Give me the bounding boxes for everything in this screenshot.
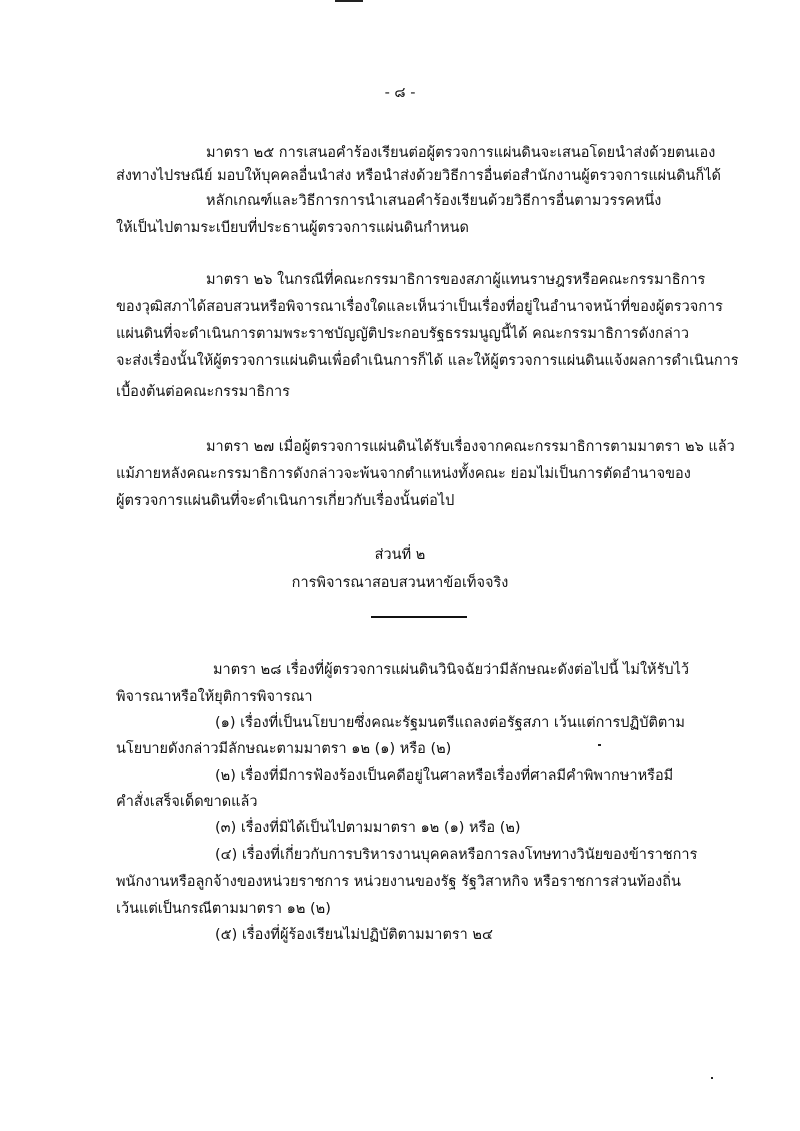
- s27-line-1: มาตรา ๒๗ เมื่อผู้ตรวจการแผ่นดินได้รับเรื่องจากคณะกรรมาธิการตามมาตรา ๒๖ แล้ว: [206, 439, 735, 455]
- part-heading-rule: [371, 616, 467, 618]
- s28-item-3: (๓) เรื่องที่มิได้เป็นไปตามมาตรา ๑๒ (๑) หรือ (๒): [215, 820, 521, 836]
- s28-item-4-line-1: (๔) เรื่องที่เกี่ยวกับการบริหารงานบุคคลหรือการลงโทษทางวินัยของข้าราชการ: [215, 847, 698, 863]
- s26-line-1: มาตรา ๒๖ ในกรณีที่คณะกรรมาธิการของสภาผู้แทนราษฎรหรือคณะกรรมาธิการ: [206, 272, 706, 288]
- s25-line-3: หลักเกณฑ์และวิธีการการนำเสนอคำร้องเรียนด้วยวิธีการอื่นตามวรรคหนึ่ง: [206, 193, 662, 209]
- s26-line-5: เบื้องต้นต่อคณะกรรมาธิการ: [116, 384, 290, 400]
- s25-line-4: ให้เป็นไปตามระเบียบที่ประธานผู้ตรวจการแผ่นดินกำหนด: [116, 220, 469, 236]
- s28-item-4-line-2: พนักงานหรือลูกจ้างของหน่วยราชการ หน่วยงานของรัฐ รัฐวิสาหกิจ หรือราชการส่วนท้องถิ่น: [116, 874, 681, 890]
- part-title: การพิจารณาสอบสวนหาข้อเท็จจริง: [291, 575, 509, 591]
- s28-line-1: มาตรา ๒๘ เรื่องที่ผู้ตรวจการแผ่นดินวินิจฉัยว่ามีลักษณะดังต่อไปนี้ ไม่ให้รับไว้: [213, 662, 690, 678]
- s26-line-4: จะส่งเรื่องนั้นให้ผู้ตรวจการแผ่นดินเพื่อดำเนินการก็ได้ และให้ผู้ตรวจการแผ่นดินแจ้งผลการดำเนินการ: [116, 353, 739, 369]
- s28-item-1-line-1: (๑) เรื่องที่เป็นนโยบายซึ่งคณะรัฐมนตรีแถลงต่อรัฐสภา เว้นแต่การปฏิบัติตาม: [215, 715, 685, 731]
- s28-item-5: (๕) เรื่องที่ผู้ร้องเรียนไม่ปฏิบัติตามมาตรา ๒๔: [215, 927, 493, 943]
- part-number: ส่วนที่ ๒: [374, 547, 426, 563]
- page-number: - ๘ -: [384, 85, 416, 101]
- scan-mark-1: [598, 744, 601, 746]
- s28-line-2: พิจารณาหรือให้ยุติการพิจารณา: [116, 689, 313, 705]
- s26-line-3: แผ่นดินที่จะดำเนินการตามพระราชบัญญัติประกอบรัฐธรรมนูญนี้ได้ คณะกรรมาธิการดังกล่าว: [116, 326, 690, 342]
- scan-mark-top: [335, 0, 363, 2]
- s28-item-2-line-2: คำสั่งเสร็จเด็ดขาดแล้ว: [116, 794, 258, 810]
- s27-line-3: ผู้ตรวจการแผ่นดินที่จะดำเนินการเกี่ยวกับเรื่องนั้นต่อไป: [116, 493, 455, 509]
- scan-mark-2: [711, 1077, 713, 1079]
- s27-line-2: แม้ภายหลังคณะกรรมาธิการดังกล่าวจะพ้นจากตำแหน่งทั้งคณะ ย่อมไม่เป็นการตัดอำนาจของ: [116, 466, 691, 482]
- s28-item-4-line-3: เว้นแต่เป็นกรณีตามมาตรา ๑๒ (๒): [116, 901, 331, 917]
- s28-item-1-line-2: นโยบายดังกล่าวมีลักษณะตามมาตรา ๑๒ (๑) หรือ (๒): [116, 741, 452, 757]
- s28-item-2-line-1: (๒) เรื่องที่มีการฟ้องร้องเป็นคดีอยู่ในศาลหรือเรื่องที่ศาลมีคำพิพากษาหรือมี: [215, 768, 674, 784]
- s25-line-1: มาตรา ๒๕ การเสนอคำร้องเรียนต่อผู้ตรวจการแผ่นดินจะเสนอโดยนำส่งด้วยตนเอง: [206, 145, 716, 161]
- s26-line-2: ของวุฒิสภาได้สอบสวนหรือพิจารณาเรื่องใดและเห็นว่าเป็นเรื่องที่อยู่ในอำนาจหน้าที่ของผู้ตรวจการ: [116, 299, 723, 315]
- s25-line-2: ส่งทางไปรษณีย์ มอบให้บุคคลอื่นนำส่ง หรือนำส่งด้วยวิธีการอื่นต่อสำนักงานผู้ตรวจการแผ่นดินก็ได้: [116, 168, 721, 184]
